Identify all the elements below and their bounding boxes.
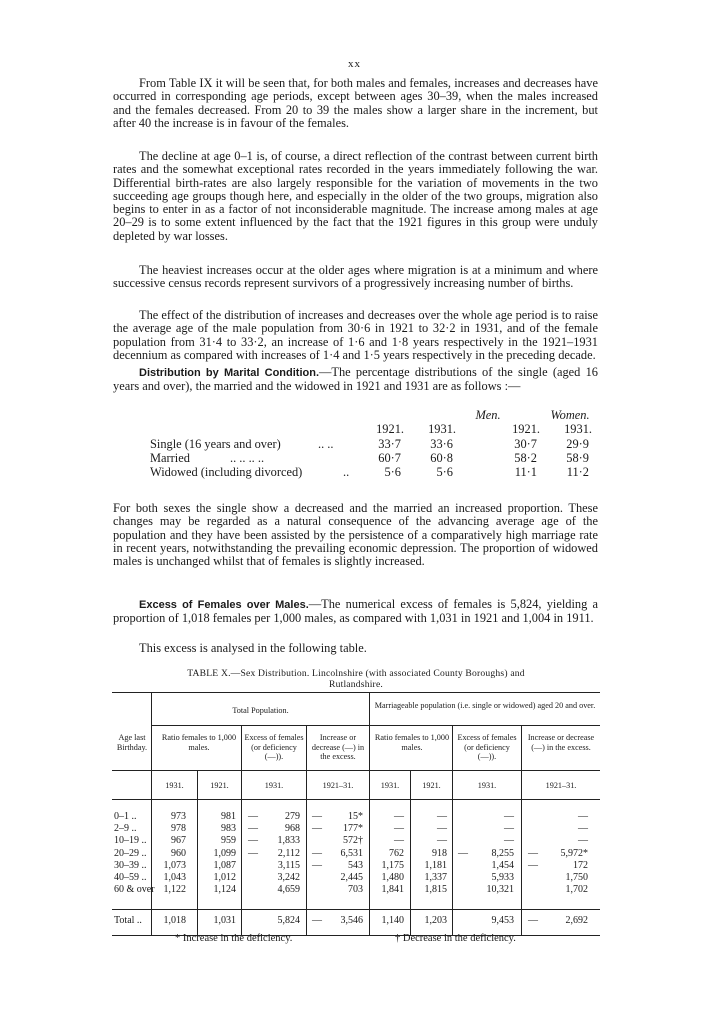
year-header: 1921–31. [322, 781, 354, 790]
cell-i: 15* [348, 811, 363, 822]
cell-r21: 1,099 [213, 847, 236, 859]
cell-e: 1,833 [277, 835, 300, 847]
marital-year: 1931. [564, 422, 592, 436]
year-header: 1921–31. [545, 781, 577, 790]
cell-me: 1,454 [491, 859, 514, 871]
cell-me: — [504, 823, 514, 835]
rule-header [112, 770, 600, 771]
excess-females-text: —The numerical excess of females is 5,824, yielding a proportion of 1,018 females per 1,000 males, as compared with 1,031 in 1921 and 1,004 in 1911. [113, 597, 598, 626]
marital-value: 5·6 [384, 465, 401, 479]
marital-value: 11·1 [514, 465, 537, 479]
marital-value: 29·9 [566, 437, 589, 451]
cell-r21: 1,087 [213, 859, 236, 871]
marital-year: 1931. [428, 422, 456, 436]
footnote-asterisk: * Increase in the deficiency. [175, 933, 293, 944]
cell-age: Total .. [114, 915, 142, 926]
cell-r31: 967 [171, 835, 186, 847]
cell-me: 8,255 [491, 847, 514, 859]
marital-row-dots: .. .. [318, 437, 334, 451]
cell-mi-sign: — [528, 847, 538, 859]
marital-value: 58·9 [566, 451, 589, 465]
table-x [112, 692, 600, 937]
cell-m21: — [437, 811, 447, 822]
cell-m31: 1,175 [381, 859, 404, 871]
cell-e: 968 [285, 823, 300, 835]
cell-r31: 960 [171, 847, 186, 859]
page-number: xx [348, 58, 361, 70]
cell-i-sign: — [312, 823, 322, 835]
cell-mi-sign: — [528, 915, 538, 926]
marital-value: 58·2 [514, 451, 537, 465]
cell-mi: 2,692 [565, 915, 588, 926]
group-marriageable-population: Marriageable population (i.e. single or widowed) aged 20 and over. [374, 701, 596, 710]
marital-value: 33·7 [378, 437, 401, 451]
year-header: 1921. [210, 781, 229, 790]
cell-age: 60 & over [114, 884, 155, 896]
cell-m31: 1,140 [381, 915, 404, 926]
cell-mi: — [578, 811, 588, 822]
paragraph-analysed: This excess is analysed in the following table. [139, 641, 367, 655]
cell-i: 543 [348, 859, 363, 871]
year-header: 1921. [422, 781, 441, 790]
marital-row-label: Single (16 years and over) [150, 437, 281, 451]
cell-r21: 1,031 [213, 915, 236, 926]
cell-i-sign: — [312, 915, 322, 926]
marital-row-label: Widowed (including divorced) [150, 465, 303, 479]
marital-women-heading: Women. [550, 408, 590, 422]
cell-i-sign: — [312, 859, 322, 871]
year-header: 1931. [477, 781, 497, 790]
marital-value: 30·7 [514, 437, 537, 451]
paragraph-decline-age-0-1: The decline at age 0–1 is, of course, a direct reflection of the contrast between current birth rates and the somewhat exceptional rates recorded in the years immediately following the war. Differential birth-rates are also largely responsible for the variation of movements in the two succeeding age groups though here, and especially in the older of the two groups, migration also begins to enter in as a factor of not inconsiderable magnitude. The increase among males at age 20–29 is to some extent influenced by the fact that the 1921 figures in this group were unduly depleted by war losses. [113, 149, 598, 243]
marital-row-label: Married [150, 451, 190, 465]
paragraph-average-age: The effect of the distribution of increases and decreases over the whole age period is to raise the average age of the male population from 30·6 in 1921 to 32·2 in 1931, and of the female population from 31·4 to 33·2, an increase of 1·6 and 1·8 years respectively in the 1921–1931 decennium as compared with increases of 1·4 and 1·5 years respectively in the preceding decade. [113, 308, 598, 362]
rule-top [112, 692, 600, 693]
rule-v [452, 725, 453, 935]
cell-me-sign: — [458, 847, 468, 859]
cell-age: 0–1 .. [114, 811, 137, 822]
marital-value: 5·6 [436, 465, 453, 479]
cell-r21: 981 [221, 811, 236, 822]
col-ratio-marriageable: Ratio females to 1,000 males. [374, 733, 450, 752]
cell-r21: 1,012 [213, 872, 236, 883]
marital-intro-text: —The percentage distributions of the single (aged 16 years and over), the married and the widowed in 1921 and 1931 are as follows :— [113, 365, 598, 394]
cell-m31: — [394, 811, 404, 822]
cell-r31: 1,073 [163, 859, 186, 871]
cell-i-sign: — [312, 811, 322, 822]
rule-group [151, 725, 600, 726]
marital-value: 11·2 [566, 465, 589, 479]
cell-mi: 1,702 [565, 884, 588, 896]
paragraph-heaviest-increases: The heaviest increases occur at the older ages where migration is at a minimum and where successive census records represent survivors of a progressively increasing number of births. [113, 263, 598, 291]
cell-m31: 1,480 [381, 872, 404, 883]
marital-year: 1921. [512, 422, 540, 436]
rule-v [306, 725, 307, 935]
rule-v [241, 725, 242, 935]
year-header: 1931. [264, 781, 284, 790]
footnote-dagger: † Decrease in the deficiency. [395, 933, 516, 944]
marital-row-dots: .. [343, 465, 350, 479]
cell-r21: 959 [221, 835, 236, 847]
cell-i: 572† [343, 835, 363, 847]
cell-me: 5,933 [491, 872, 514, 883]
cell-r31: 1,018 [163, 915, 186, 926]
paragraph-both-sexes: For both sexes the single show a decreased and the married an increased proportion. These changes may be regarded as a natural consequence of the advancing average age of the population and they have been assisted by the persistence of a comparatively high marriage rate in recent years, notwithstanding the prevailing economic depression. The proportion of widowed males is unchanged whilst that of females is slightly increased. [113, 501, 598, 569]
cell-e-sign: — [248, 823, 258, 835]
cell-e: 3,242 [277, 872, 300, 883]
cell-r21: 983 [221, 823, 236, 835]
marital-row-dots: .. .. .. .. [230, 451, 265, 465]
cell-mi: — [578, 835, 588, 847]
col-age: Age last Birthday. [116, 733, 148, 752]
cell-m21: — [437, 835, 447, 847]
rule-total [112, 909, 600, 910]
cell-m21: — [437, 823, 447, 835]
marital-condition-table [0, 408, 709, 498]
cell-i: 2,445 [340, 872, 363, 883]
cell-m31: 1,841 [381, 884, 404, 896]
cell-age: 40–59 .. [114, 872, 147, 883]
cell-i: 703 [348, 884, 363, 896]
cell-mi: — [578, 823, 588, 835]
heading-excess-females: Excess of Females over Males. [139, 599, 309, 611]
cell-i: 177* [343, 823, 363, 835]
col-increase-total: Increase or decrease (—) in the excess. [311, 733, 365, 761]
cell-e-sign: — [248, 835, 258, 847]
cell-e: 2,112 [277, 847, 300, 859]
cell-e: 279 [285, 811, 300, 822]
cell-i-sign: — [312, 847, 322, 859]
cell-e: 5,824 [277, 915, 300, 926]
rule-v [521, 725, 522, 935]
table-x-caption-line-1: TABLE X.—Sex Distribution. Lincolnshire (with associated County Boroughs) and [187, 668, 525, 679]
col-ratio-total: Ratio females to 1,000 males. [161, 733, 237, 752]
heading-marital-condition: Distribution by Marital Condition. [139, 367, 320, 379]
cell-r31: 973 [171, 811, 186, 822]
paragraph-table-ix: From Table IX it will be seen that, for both males and females, increases and decreases have occurred in corresponding age periods, except between ages 30–39, when the males increased and the females decreased. From 20 to 39 the males show a larger share in the increment, but after 40 the increase is in favour of the females. [113, 76, 598, 130]
cell-e: 4,659 [277, 884, 300, 896]
cell-me: — [504, 835, 514, 847]
cell-i: 6,531 [340, 847, 363, 859]
paragraph-marital-condition [113, 366, 598, 394]
cell-age: 20–29 .. [114, 847, 147, 859]
col-excess-total: Excess of females (or deficiency (—)). [244, 733, 304, 761]
cell-mi: 172 [573, 859, 588, 871]
cell-r31: 978 [171, 823, 186, 835]
cell-me: 9,453 [491, 915, 514, 926]
cell-r31: 1,043 [163, 872, 186, 883]
cell-r21: 1,124 [213, 884, 236, 896]
cell-m21: 1,203 [424, 915, 447, 926]
cell-r31: 1,122 [163, 884, 186, 896]
marital-value: 60·7 [378, 451, 401, 465]
table-x-caption [116, 668, 596, 690]
year-header: 1931. [165, 781, 184, 790]
cell-me: — [504, 811, 514, 822]
cell-age: 2–9 .. [114, 823, 137, 835]
cell-m31: — [394, 835, 404, 847]
cell-m21: 918 [432, 847, 447, 859]
cell-mi: 5,972* [560, 847, 588, 859]
table-x-caption-line-2: Rutlandshire. [328, 679, 384, 690]
col-increase-marriageable: Increase or decrease (—) in the excess. [527, 733, 595, 752]
marital-men-heading: Men. [475, 408, 501, 422]
rule-years [112, 799, 600, 800]
cell-e-sign: — [248, 811, 258, 822]
cell-m21: 1,181 [424, 859, 447, 871]
cell-m31: 762 [389, 847, 404, 859]
cell-age: 10–19 .. [114, 835, 147, 847]
cell-m21: 1,337 [424, 872, 447, 883]
cell-me: 10,321 [486, 884, 514, 896]
cell-e-sign: — [248, 847, 258, 859]
cell-mi-sign: — [528, 859, 538, 871]
col-excess-marriageable: Excess of females (or deficiency (—)). [457, 733, 517, 761]
cell-age: 30–39 .. [114, 859, 147, 871]
year-header: 1931. [380, 781, 400, 790]
marital-value: 60·8 [430, 451, 453, 465]
marital-value: 33·6 [430, 437, 453, 451]
cell-m31: — [394, 823, 404, 835]
paragraph-excess-females [113, 598, 598, 626]
cell-i: 3,546 [340, 915, 363, 926]
cell-m21: 1,815 [424, 884, 447, 896]
cell-mi: 1,750 [565, 872, 588, 883]
cell-e: 3,115 [277, 859, 300, 871]
group-total-population: Total Population. [232, 706, 289, 715]
marital-year: 1921. [376, 422, 404, 436]
